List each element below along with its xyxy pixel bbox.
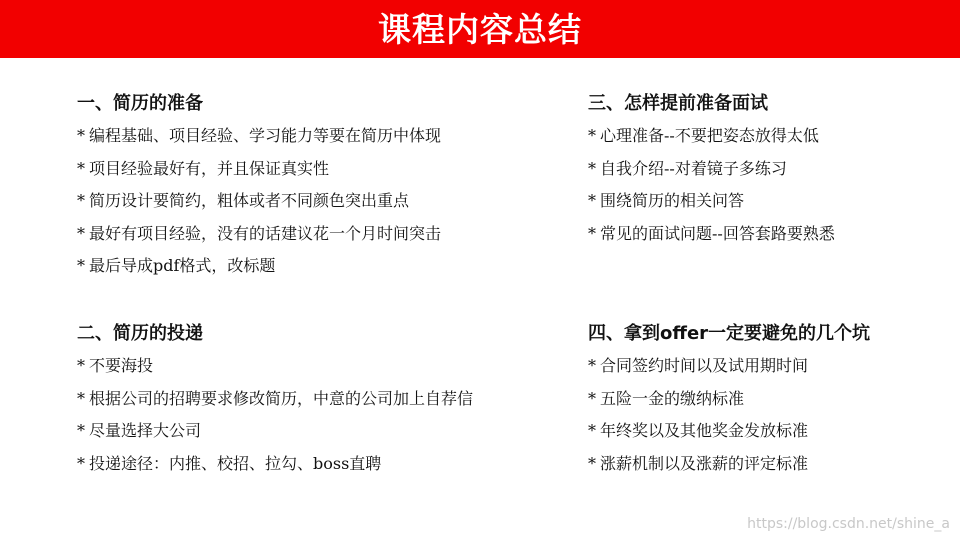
bullet-marker: * xyxy=(77,158,85,178)
section-offer-pitfalls xyxy=(588,318,870,480)
bullet-marker: * xyxy=(77,453,85,473)
section-heading: 四、拿到offer一定要避免的几个坑 xyxy=(588,323,871,344)
list-item xyxy=(588,218,835,251)
bullet-list xyxy=(77,120,441,283)
list-item-text: 涨薪机制以及涨薪的评定标准 xyxy=(600,453,809,473)
list-item xyxy=(588,350,870,383)
list-item-text: 心理准备--不要把姿态放得太低 xyxy=(600,126,819,145)
list-item-text: 年终奖以及其他奖金发放标准 xyxy=(600,421,809,440)
section-heading: 三、怎样提前准备面试 xyxy=(588,93,768,114)
bullet-marker: * xyxy=(588,453,596,473)
bullet-marker: * xyxy=(77,126,85,145)
page-title: 课程内容总结 xyxy=(378,9,582,49)
list-item-text: 不要海投 xyxy=(89,356,154,375)
bullet-marker: * xyxy=(77,356,85,375)
bullet-list xyxy=(77,350,473,480)
bullet-marker: * xyxy=(588,126,596,145)
bullet-marker: * xyxy=(77,191,85,210)
list-item xyxy=(588,185,835,218)
bullet-marker: * xyxy=(588,158,596,178)
section-heading: 二、简历的投递 xyxy=(77,323,203,344)
bullet-marker: * xyxy=(588,388,596,408)
section-heading: 一、简历的准备 xyxy=(77,93,203,114)
list-item xyxy=(77,153,441,186)
list-item xyxy=(77,120,441,153)
bullet-list xyxy=(588,350,870,480)
list-item-text: 最好有项目经验，没有的话建议花一个月时间突击 xyxy=(89,223,442,243)
list-item-text: 自我介绍--对着镜子多练习 xyxy=(600,158,787,178)
list-item-text: 编程基础、项目经验、学习能力等要在简历中体现 xyxy=(89,126,442,145)
list-item xyxy=(77,448,473,481)
list-item xyxy=(588,153,835,186)
source-watermark: https://blog.csdn.net/shine_a xyxy=(747,516,950,532)
bullet-marker: * xyxy=(77,421,85,440)
bullet-marker: * xyxy=(77,388,85,408)
list-item xyxy=(588,448,870,481)
list-item-text: 最后导成pdf格式，改标题 xyxy=(89,256,276,275)
list-item-text: 围绕简历的相关问答 xyxy=(600,191,745,210)
bullet-marker: * xyxy=(77,223,85,243)
list-item-text: 尽量选择大公司 xyxy=(89,421,202,440)
section-interview-preparation xyxy=(588,88,835,250)
list-item-text: 项目经验最好有，并且保证真实性 xyxy=(89,158,330,178)
list-item xyxy=(588,120,835,153)
bullet-marker: * xyxy=(588,223,596,243)
bullet-marker: * xyxy=(588,421,596,440)
list-item xyxy=(77,350,473,383)
list-item-text: 根据公司的招聘要求修改简历，中意的公司加上自荐信 xyxy=(89,388,474,408)
list-item-text: 投递途径：内推、校招、拉勾、boss直聘 xyxy=(89,453,382,473)
list-item-text: 五险一金的缴纳标准 xyxy=(600,388,745,408)
list-item-text: 合同签约时间以及试用期时间 xyxy=(600,356,809,375)
bullet-list xyxy=(588,120,835,250)
bullet-marker: * xyxy=(588,191,596,210)
list-item xyxy=(588,383,870,416)
list-item xyxy=(77,383,473,416)
section-resume-submission xyxy=(77,318,473,480)
list-item xyxy=(77,218,441,251)
list-item xyxy=(77,415,473,448)
list-item-text: 简历设计要简约，粗体或者不同颜色突出重点 xyxy=(89,191,410,210)
list-item-text: 常见的面试问题--回答套路要熟悉 xyxy=(600,223,835,243)
list-item xyxy=(77,250,441,283)
section-resume-preparation xyxy=(77,88,441,283)
list-item xyxy=(77,185,441,218)
list-item xyxy=(588,415,870,448)
title-banner xyxy=(0,0,960,58)
bullet-marker: * xyxy=(77,256,85,275)
bullet-marker: * xyxy=(588,356,596,375)
